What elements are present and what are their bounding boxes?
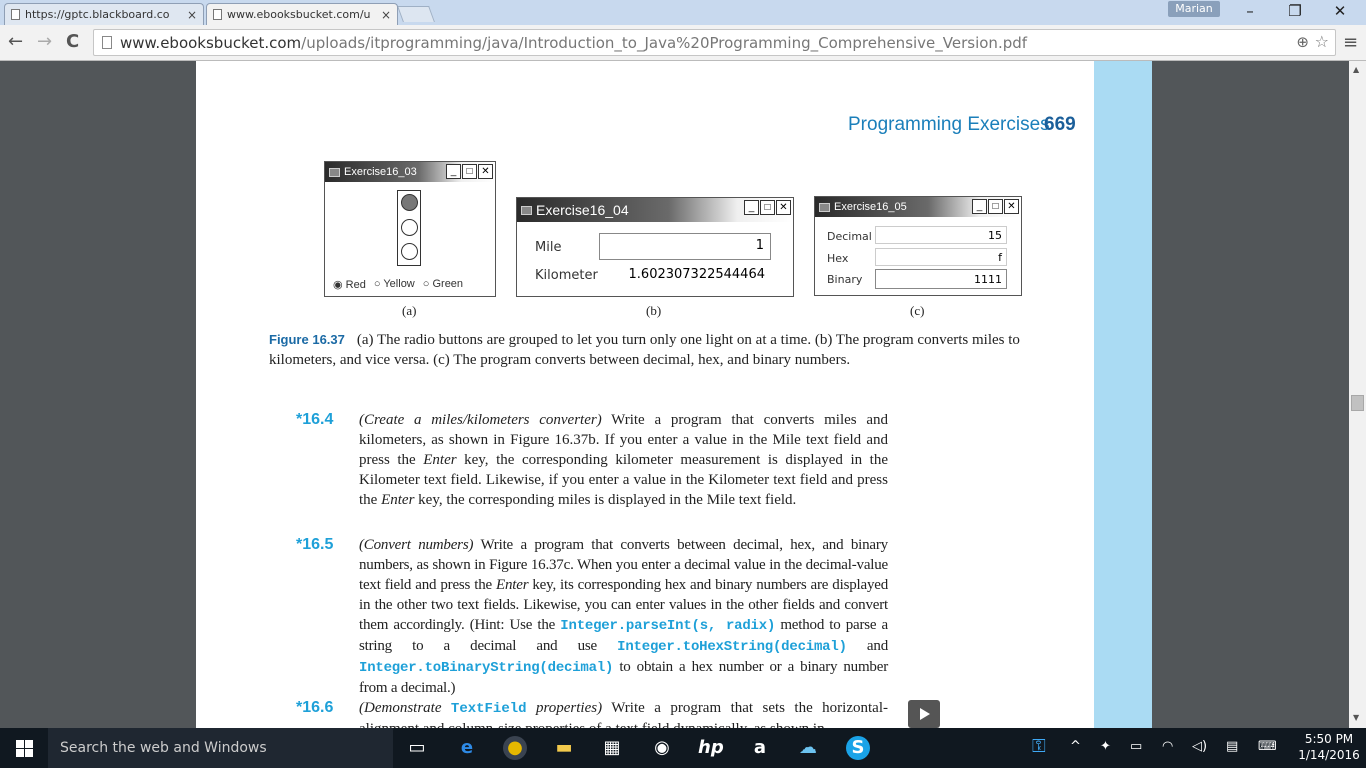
skype-icon[interactable]: S (846, 736, 870, 760)
url-domain: www.ebooksbucket.com (120, 34, 302, 52)
new-tab-button[interactable] (397, 6, 435, 22)
code-span: Integer.toHexString(decimal) (617, 639, 847, 655)
figure-a-window (324, 161, 496, 297)
menu-icon[interactable]: ≡ (1343, 32, 1359, 53)
clock-time: 5:50 PM (1304, 732, 1354, 746)
page-number: 669 (1044, 114, 1076, 135)
close-tab-icon[interactable]: × (186, 7, 197, 22)
binary-field[interactable]: 1111 (875, 269, 1007, 289)
play-button[interactable] (908, 700, 940, 728)
weather-icon[interactable]: ☁ (799, 737, 817, 758)
code-span: TextField (450, 701, 527, 717)
pdf-viewer (0, 61, 1366, 728)
window-controls: _ □ ✕ (972, 199, 1019, 214)
mile-label: Mile (535, 240, 562, 255)
italic-span: Enter (496, 577, 529, 593)
window-title: Exercise16_04 (536, 202, 629, 218)
figure-b-window (516, 197, 794, 297)
scroll-down-icon[interactable]: ▼ (1353, 713, 1360, 722)
exercise-16-4 (296, 410, 896, 510)
figure-label: Figure 16.37 (269, 332, 345, 347)
green-light (401, 243, 418, 260)
network-key-icon[interactable]: ⚿ (1032, 736, 1046, 757)
tab-blackboard[interactable] (4, 3, 204, 25)
caption-b: (b) (646, 303, 662, 318)
italic-span: (Convert numbers) (359, 537, 474, 553)
task-view-icon[interactable]: ▭ (408, 737, 426, 758)
pdf-page (196, 61, 1152, 728)
window-title: Exercise16_05 (834, 201, 907, 213)
browser-toolbar (0, 25, 1366, 61)
text-span: Write a program that sets the horizontal- (611, 700, 888, 716)
code-span: Integer.toBinaryString(decimal) (359, 660, 614, 676)
page-margin-band (1094, 61, 1152, 728)
text-span: key, the corresponding kilometer measurement is displayed in the Kilometer text field. Likewise, if you enter a value in the Kilometer text field and press the (359, 452, 888, 508)
file-explorer-icon[interactable]: ▬ (555, 737, 573, 758)
restore-button[interactable]: ❐ (1288, 2, 1302, 20)
hex-label: Hex (827, 252, 849, 265)
text-span: key, its corresponding hex and binary numbers are displayed in the other two text fields. Likewise, you can enter values in the other fields and convert them accordingly. (Hint: Use the (359, 577, 888, 633)
text-span: Write a program that converts miles and kilometers, as shown in Figure 16.37b. If you enter a value in the Mile text field and press the (359, 412, 888, 468)
caption-c: (c) (910, 303, 925, 318)
exercise-number: *16.6 (296, 699, 334, 716)
store-icon[interactable]: ▦ (603, 737, 621, 758)
italic-span: properties) (526, 700, 603, 716)
figure-caption (269, 330, 1069, 370)
text-span: key, the corresponding miles is displayed in the Mile text field. (414, 492, 797, 508)
exercise-body (359, 410, 888, 510)
clock-date: 1/14/2016 (1298, 748, 1360, 762)
caption-a: (a) (402, 303, 417, 318)
tab-strip (0, 0, 1366, 25)
taskbar (0, 728, 1366, 768)
page-icon (11, 9, 20, 20)
radio-label: Yellow (383, 278, 415, 290)
hp-icon[interactable]: hp (698, 737, 724, 758)
window-title: Exercise16_03 (344, 166, 417, 178)
clock[interactable] (1296, 731, 1362, 763)
reload-button[interactable]: C (66, 31, 80, 52)
hex-field[interactable]: f (875, 248, 1007, 266)
keyboard-icon[interactable]: ⌨ (1258, 739, 1277, 754)
italic-span: (Demonstrate (359, 700, 451, 716)
text-span: and (846, 638, 888, 654)
back-button[interactable]: ← (8, 31, 24, 52)
show-hidden-icons[interactable]: ^ (1070, 739, 1081, 754)
figure-caption-text: (a) The radio buttons are grouped to let you turn only one light on at a time. (b) The program converts miles to kilometers, and vice versa. (c) The program converts between decimal, hex, and binary numbers. (269, 332, 1020, 368)
tab-ebooksbucket[interactable] (206, 3, 398, 25)
binary-label: Binary (827, 273, 863, 286)
page-icon (213, 9, 222, 20)
profile-button[interactable]: Marian (1168, 1, 1220, 17)
vertical-scrollbar[interactable] (1349, 61, 1366, 728)
decimal-field[interactable]: 15 (875, 226, 1007, 244)
battery-icon[interactable]: ▭ (1130, 739, 1143, 754)
taskbar-search[interactable]: Search the web and Windows (48, 728, 393, 768)
window-controls: _ □ ✕ (446, 164, 493, 179)
window-icon (521, 206, 532, 215)
tab-title: www.ebooksbucket.com/u (227, 8, 371, 21)
window-titlebar (325, 162, 495, 182)
italic-span: (Create a miles/kilometers converter) (359, 412, 602, 428)
decimal-label: Decimal (827, 230, 872, 243)
tab-title: https://gptc.blackboard.co (25, 8, 170, 21)
star-icon[interactable]: ☆ (1314, 32, 1329, 51)
wifi-icon[interactable]: ◠ (1162, 739, 1174, 754)
text-span: method to parse a string to a decimal and use (359, 617, 888, 654)
windows-start-button[interactable] (0, 728, 48, 768)
radio-yellow[interactable]: ○ Yellow (373, 278, 415, 290)
notification-icon[interactable]: ▤ (1226, 739, 1239, 754)
mile-field[interactable]: 1 (599, 233, 771, 260)
running-header: Programming Exercises (848, 114, 1050, 135)
text-span: to obtain a hex number or a binary number from a decimal.) (359, 659, 888, 696)
traffic-light (397, 190, 421, 266)
close-window-button[interactable]: ✕ (1333, 2, 1347, 20)
window-titlebar (517, 198, 793, 222)
minimize-button[interactable]: – (1246, 2, 1254, 20)
window-icon (819, 203, 830, 212)
text-span: Write a program that converts between decimal, hex, and binary numbers, as shown in Figure 16.37c. When you enter a decimal value in the decimal-value text field and press the (359, 537, 888, 593)
italic-span: Enter (381, 492, 415, 508)
chrome-icon[interactable]: ● (503, 736, 527, 760)
exercise-number: *16.4 (296, 411, 334, 428)
address-bar[interactable] (93, 29, 1336, 56)
radio-green[interactable]: ○ Green (422, 278, 464, 290)
scroll-thumb[interactable] (1351, 395, 1364, 411)
window-icon (329, 168, 340, 177)
window-controls: _ □ ✕ (744, 200, 791, 215)
kilometer-field[interactable]: 1.602307322544464 (628, 267, 765, 282)
exercise-number: *16.5 (296, 536, 334, 553)
radio-group (333, 278, 463, 291)
exercise-16-5 (296, 535, 896, 698)
red-light (401, 194, 418, 211)
close-tab-icon[interactable]: × (380, 7, 391, 22)
dropbox-icon[interactable]: ✦ (1100, 739, 1111, 754)
radio-label: Red (345, 279, 366, 291)
scroll-up-icon[interactable]: ▲ (1353, 65, 1360, 74)
radio-label: Green (432, 278, 464, 290)
edge-icon[interactable]: e (460, 737, 474, 758)
yellow-light (401, 219, 418, 236)
radio-red[interactable]: ◉ Red (333, 279, 366, 291)
volume-icon[interactable]: ◁) (1192, 739, 1208, 754)
url-text[interactable] (120, 34, 1027, 52)
window-titlebar (815, 197, 1021, 217)
magnifier-icon[interactable]: ⊕ (1296, 33, 1309, 51)
forward-button[interactable]: → (37, 31, 53, 52)
kilometer-label: Kilometer (535, 268, 598, 283)
camera-icon[interactable]: ◉ (654, 737, 670, 758)
code-span: Integer.parseInt(s, radix) (560, 618, 776, 634)
italic-span: Enter (423, 452, 457, 468)
exercise-body (359, 535, 888, 698)
url-path: /uploads/itprogramming/java/Introduction_to_Java%20Programming_Comprehensive_Version.pdf (301, 34, 1028, 52)
figure-c-window (814, 196, 1022, 296)
amazon-icon[interactable]: a (753, 737, 767, 758)
page-icon (102, 36, 112, 49)
